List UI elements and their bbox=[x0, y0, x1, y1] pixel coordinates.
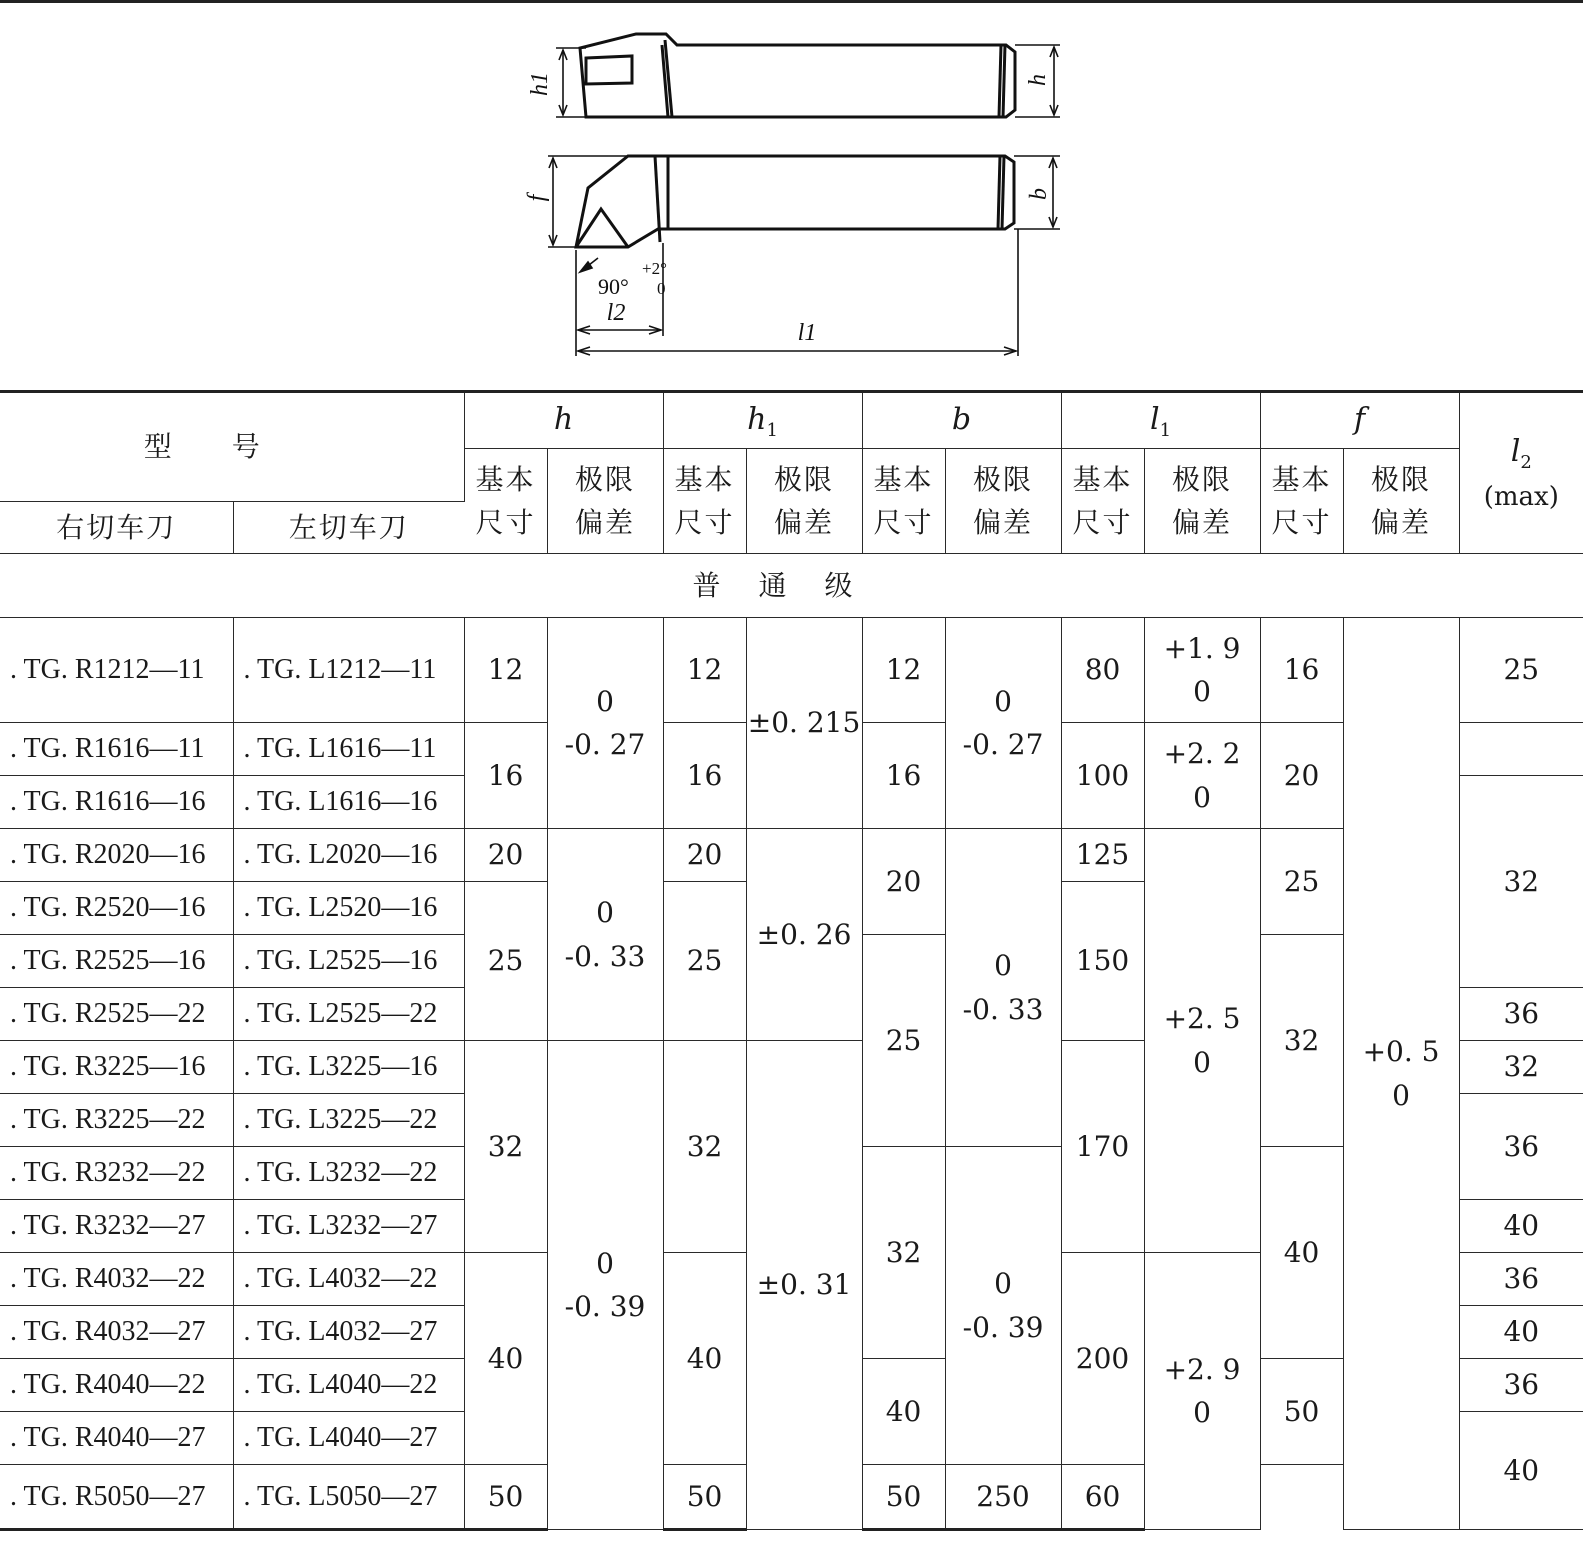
b-basic-cell: 20 bbox=[862, 829, 945, 935]
l2-cell: 40 bbox=[1459, 1412, 1583, 1530]
spec-table bbox=[0, 390, 1583, 1531]
angle-upper: +2° bbox=[642, 259, 667, 278]
f-tol-cell: +0. 5 0 bbox=[1343, 618, 1459, 1530]
f-basic-cell: 60 bbox=[1061, 1465, 1144, 1530]
h-tol-cell: 0 -0. 39 bbox=[547, 1041, 663, 1530]
table-row-left-model: . TG. L4032—27 bbox=[233, 1306, 464, 1359]
h-basic-cell: 12 bbox=[464, 618, 547, 723]
b-basic-cell: 12 bbox=[862, 618, 945, 723]
l1-basic-cell: 250 bbox=[945, 1465, 1061, 1530]
b-basic-cell: 32 bbox=[862, 1147, 945, 1359]
h-basic-cell: 32 bbox=[464, 1041, 547, 1253]
table-row-left-model: . TG. L3225—22 bbox=[233, 1094, 464, 1147]
dim-l2-label: l2 bbox=[606, 300, 626, 326]
h-basic-cell: 25 bbox=[464, 882, 547, 1041]
model-header: 型号 bbox=[0, 392, 464, 502]
f-basic-cell: 50 bbox=[1260, 1359, 1343, 1465]
table-row-left-model: . TG. L2520—16 bbox=[233, 882, 464, 935]
h1-basic-cell: 12 bbox=[663, 618, 746, 723]
l2-cell: 32 bbox=[1459, 776, 1583, 988]
table-row-right-model: . TG. R2520—16 bbox=[0, 882, 233, 935]
f-basic-cell: 20 bbox=[1260, 723, 1343, 829]
table-row-right-model: . TG. R4032—22 bbox=[0, 1253, 233, 1306]
col-group-h: h bbox=[464, 392, 663, 449]
table-row-right-model: . TG. R2020—16 bbox=[0, 829, 233, 882]
l1-basic-cell: 170 bbox=[1061, 1041, 1144, 1253]
top-view-outline bbox=[576, 156, 1014, 247]
angle-lower: 0 bbox=[657, 279, 666, 298]
l2-cell: 36 bbox=[1459, 1253, 1583, 1306]
table-row-left-model: . TG. L1616—16 bbox=[233, 776, 464, 829]
l1-tol-cell: +2. 5 0 bbox=[1144, 829, 1260, 1253]
l2-cell: 25 bbox=[1459, 618, 1583, 723]
dim-l1-label: l1 bbox=[797, 320, 817, 346]
col-group-b: b bbox=[862, 392, 1061, 449]
h1-basic-cell: 40 bbox=[663, 1253, 746, 1465]
l1-basic-cell: 125 bbox=[1061, 829, 1144, 882]
tool-drawing bbox=[0, 0, 1583, 390]
h-basic-header: 基本 尺寸 bbox=[464, 449, 547, 554]
table-row-left-model: . TG. L2020—16 bbox=[233, 829, 464, 882]
b-basic-cell: 40 bbox=[862, 1359, 945, 1465]
h1-tol-cell: ±0. 215 bbox=[746, 618, 862, 829]
col-group-f: f bbox=[1260, 392, 1459, 449]
b-basic-cell: 25 bbox=[862, 935, 945, 1147]
h1-tol-cell: ±0. 26 bbox=[746, 829, 862, 1041]
side-view-outline bbox=[580, 34, 1015, 117]
table-row-left-model: . TG. L3232—22 bbox=[233, 1147, 464, 1200]
table-row-left-model: . TG. L1616—11 bbox=[233, 723, 464, 776]
h1-basic-cell: 16 bbox=[663, 723, 746, 829]
b-tol-cell: 0 -0. 39 bbox=[945, 1147, 1061, 1465]
dim-h-label: h bbox=[1025, 74, 1051, 86]
l1-basic-cell: 80 bbox=[1061, 618, 1144, 723]
l2-cell: 36 bbox=[1459, 1359, 1583, 1412]
dim-h1-label: h1 bbox=[527, 72, 553, 96]
table-row-right-model: . TG. R3225—16 bbox=[0, 1041, 233, 1094]
table-row-right-model: . TG. R4032—27 bbox=[0, 1306, 233, 1359]
h1-limit-header: 极限 偏差 bbox=[746, 449, 862, 554]
l2-cell: 36 bbox=[1459, 988, 1583, 1041]
col-l2: $l_2$ (max) bbox=[1459, 392, 1583, 554]
l2-cell: 40 bbox=[1459, 1306, 1583, 1359]
table-row-right-model: . TG. R3232—27 bbox=[0, 1200, 233, 1253]
h-basic-cell: 20 bbox=[464, 829, 547, 882]
table-row-right-model: . TG. R3232—22 bbox=[0, 1147, 233, 1200]
angle-base: 90° bbox=[598, 274, 629, 299]
h-basic-cell: 50 bbox=[464, 1465, 547, 1530]
l1-tol-cell: +1. 9 0 bbox=[1144, 618, 1260, 723]
f-basic-cell: 25 bbox=[1260, 829, 1343, 935]
table-row-left-model: . TG. L3225—16 bbox=[233, 1041, 464, 1094]
f-limit-header: 极限 偏差 bbox=[1343, 449, 1459, 554]
h1-basic-cell: 50 bbox=[663, 1465, 746, 1530]
h1-basic-cell: 20 bbox=[663, 829, 746, 882]
f-basic-cell: 16 bbox=[1260, 618, 1343, 723]
table-row-right-model: . TG. R1616—11 bbox=[0, 723, 233, 776]
f-basic-cell: 40 bbox=[1260, 1147, 1343, 1359]
l1-basic-cell: 200 bbox=[1061, 1253, 1144, 1465]
h1-basic-cell: 25 bbox=[663, 882, 746, 1041]
table-row-right-model: . TG. R1212—11 bbox=[0, 618, 233, 723]
table-row-right-model: . TG. R4040—22 bbox=[0, 1359, 233, 1412]
table-row-left-model: . TG. L2525—16 bbox=[233, 935, 464, 988]
h1-tol-cell: ±0. 31 bbox=[746, 1041, 862, 1530]
h1-basic-cell: 32 bbox=[663, 1041, 746, 1253]
table-row-right-model: . TG. R1616—16 bbox=[0, 776, 233, 829]
l2-cell: 32 bbox=[1459, 1041, 1583, 1094]
table-row-left-model: . TG. L2525—22 bbox=[233, 988, 464, 1041]
left-tool-header: 左切车刀 bbox=[233, 502, 464, 554]
l1-basic-cell: 150 bbox=[1061, 882, 1144, 1041]
l1-tol-cell: +2. 9 0 bbox=[1144, 1253, 1260, 1530]
b-basic-cell: 50 bbox=[862, 1465, 945, 1530]
h-basic-cell: 40 bbox=[464, 1253, 547, 1465]
l1-limit-header: 极限 偏差 bbox=[1144, 449, 1260, 554]
l1-basic-cell: 100 bbox=[1061, 723, 1144, 829]
b-limit-header: 极限 偏差 bbox=[945, 449, 1061, 554]
table-row-left-model: . TG. L4032—22 bbox=[233, 1253, 464, 1306]
h-tol-cell: 0 -0. 33 bbox=[547, 829, 663, 1041]
l2-cell: 36 bbox=[1459, 1094, 1583, 1200]
dim-f-label: f bbox=[524, 194, 550, 202]
f-basic-cell: 32 bbox=[1260, 935, 1343, 1147]
b-basic-header: 基本 尺寸 bbox=[862, 449, 945, 554]
f-basic-header: 基本 尺寸 bbox=[1260, 449, 1343, 554]
h-limit-header: 极限 偏差 bbox=[547, 449, 663, 554]
right-tool-header: 右切车刀 bbox=[0, 502, 233, 554]
h1-basic-header: 基本 尺寸 bbox=[663, 449, 746, 554]
l1-basic-header: 基本 尺寸 bbox=[1061, 449, 1144, 554]
table-row-right-model: . TG. R2525—22 bbox=[0, 988, 233, 1041]
col-group-l1: $l_1$ bbox=[1061, 392, 1260, 449]
b-tol-cell: 0 -0. 27 bbox=[945, 618, 1061, 829]
b-tol-cell: 0 -0. 33 bbox=[945, 829, 1061, 1147]
b-basic-cell: 16 bbox=[862, 723, 945, 829]
table-row-left-model: . TG. L4040—27 bbox=[233, 1412, 464, 1465]
table-row-left-model: . TG. L1212—11 bbox=[233, 618, 464, 723]
h-tol-cell: 0 -0. 27 bbox=[547, 618, 663, 829]
insert-rect bbox=[586, 56, 632, 84]
table-row-right-model: . TG. R3225—22 bbox=[0, 1094, 233, 1147]
table-row-right-model: . TG. R5050—27 bbox=[0, 1465, 233, 1530]
col-group-h1: $h_1$ bbox=[663, 392, 862, 449]
l2-cell bbox=[1459, 723, 1583, 776]
table-row-right-model: . TG. R4040—27 bbox=[0, 1412, 233, 1465]
table-row-left-model: . TG. L5050—27 bbox=[233, 1465, 464, 1530]
section-title: 普通级 bbox=[0, 554, 1583, 618]
l2-cell: 40 bbox=[1459, 1200, 1583, 1253]
l1-tol-cell: +2. 2 0 bbox=[1144, 723, 1260, 829]
table-row-left-model: . TG. L4040—22 bbox=[233, 1359, 464, 1412]
h-basic-cell: 16 bbox=[464, 723, 547, 829]
table-row-left-model: . TG. L3232—27 bbox=[233, 1200, 464, 1253]
table-row-right-model: . TG. R2525—16 bbox=[0, 935, 233, 988]
dim-b-label: b bbox=[1026, 188, 1052, 200]
